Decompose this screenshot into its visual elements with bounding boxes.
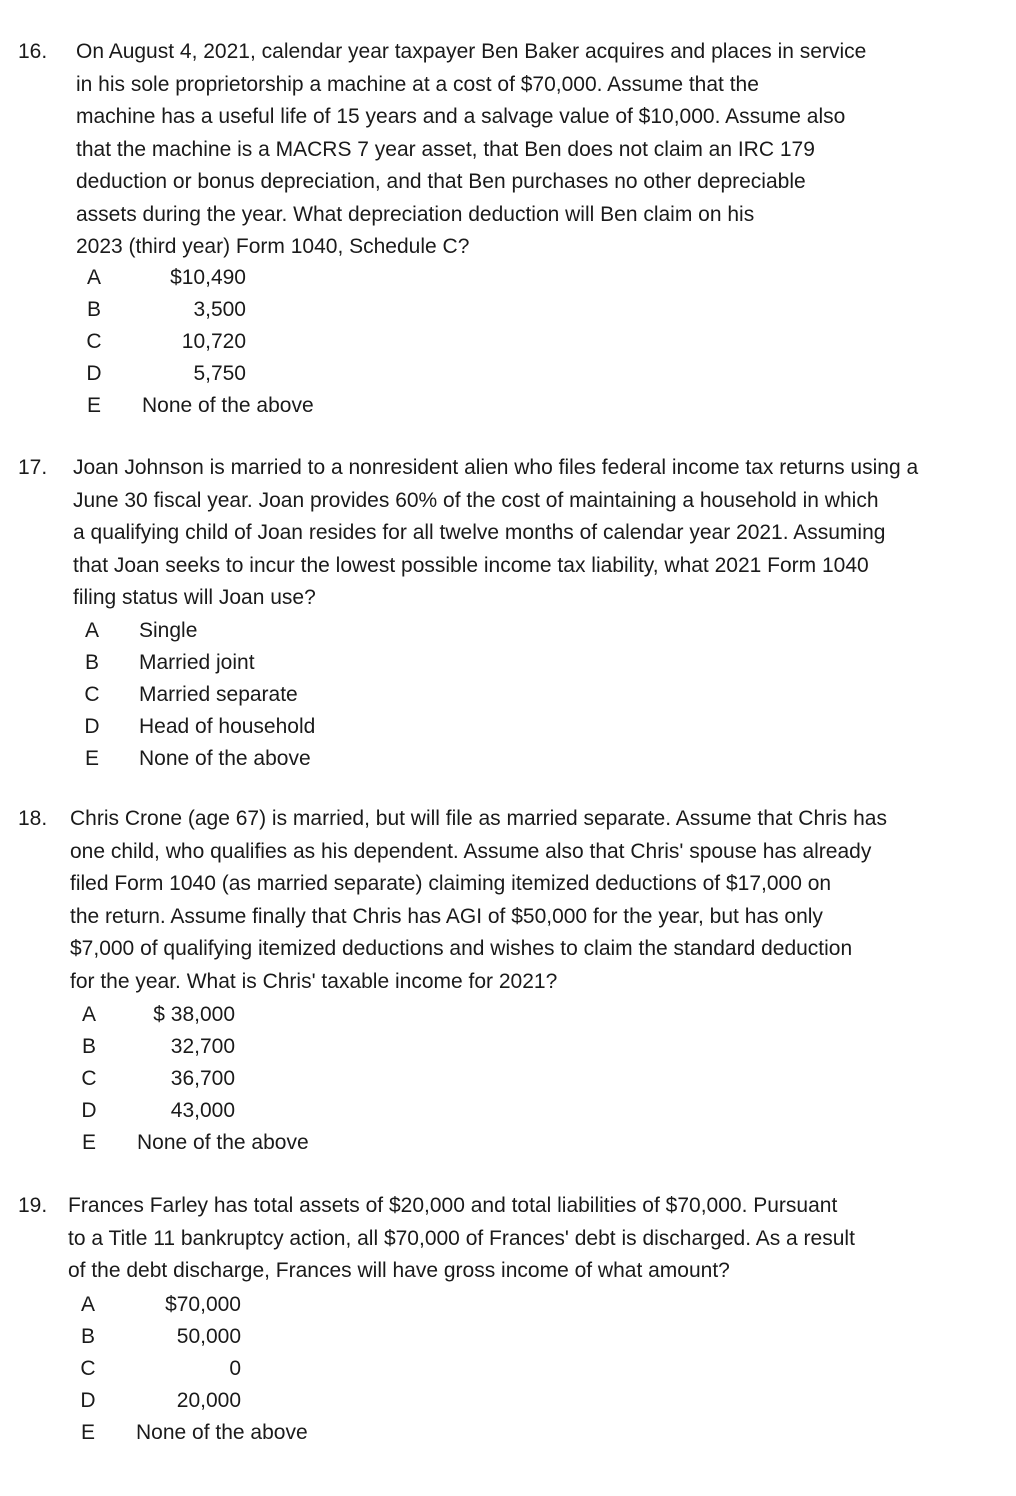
- choice-letter: B: [81, 1035, 96, 1058]
- choice-a: [0, 615, 1016, 647]
- answer-choices: [0, 999, 1016, 1159]
- choice-letter: D: [86, 362, 102, 385]
- choice-value: 0: [229, 1357, 241, 1380]
- choice-letter: B: [84, 651, 99, 674]
- choice-value: 43,000: [170, 1099, 235, 1122]
- choice-value: $70,000: [165, 1293, 241, 1316]
- answer-choices: [0, 1289, 1016, 1449]
- choice-d: [0, 1095, 1016, 1127]
- choice-text: None of the above: [136, 1421, 308, 1444]
- choice-value: 32,700: [170, 1035, 235, 1058]
- choice-letter: E: [80, 1421, 95, 1444]
- choice-letter: A: [84, 619, 99, 642]
- choice-value: 36,700: [170, 1067, 235, 1090]
- question-text: Frances Farley has total assets of $20,000 and total liabilities of $70,000. Pursuant to a Title 11 bankruptcy action, all $70,000 of Frances' debt is discharged. As a result of the debt discharge, Frances will have gross income of what amount?: [68, 1194, 855, 1282]
- choice-letter: A: [81, 1003, 96, 1026]
- question-number: 17.: [18, 456, 48, 479]
- answer-choices: [0, 262, 1016, 422]
- choice-letter: D: [81, 1099, 97, 1122]
- choice-c: [0, 1063, 1016, 1095]
- choice-value: 10,720: [181, 330, 246, 353]
- answer-choices: [0, 615, 1016, 775]
- choice-letter: B: [80, 1325, 95, 1348]
- choice-text: Married joint: [139, 651, 255, 674]
- choice-e: [0, 390, 1016, 422]
- choice-c: [0, 679, 1016, 711]
- question-number: 16.: [18, 40, 48, 63]
- choice-text: Head of household: [139, 715, 316, 738]
- question-number: 18.: [18, 807, 48, 830]
- choice-b: [0, 1321, 1016, 1353]
- choice-letter: C: [81, 1067, 97, 1090]
- choice-d: [0, 358, 1016, 390]
- choice-letter: A: [86, 266, 101, 289]
- choice-b: [0, 294, 1016, 326]
- choice-text: None of the above: [139, 747, 311, 770]
- question-number: 19.: [18, 1194, 48, 1217]
- choice-a: [0, 999, 1016, 1031]
- choice-letter: B: [86, 298, 101, 321]
- choice-value: 3,500: [193, 298, 246, 321]
- choice-text: Married separate: [139, 683, 298, 706]
- question-text: Chris Crone (age 67) is married, but will file as married separate. Assume that Chris has one child, who qualifies as his dependent. Assume also that Chris' spouse has already filed Form 1040 (as married separate) claiming itemized deductions of $17,000 on the return. Assume finally that Chris has AGI of $50,000 for the year, but has only $7,000 of qualifying itemized deductions and wishes to claim the standard deduction for the year. What is Chris' taxable income for 2021?: [70, 807, 887, 993]
- choice-text: None of the above: [142, 394, 314, 417]
- question-text: Joan Johnson is married to a nonresident alien who files federal income tax returns using a June 30 fiscal year. Joan provides 60% of the cost of maintaining a household in which a qualifying child of Joan resides for all twelve months of calendar year 2021. Assuming that Joan seeks to incur the lowest possible income tax liability, what 2021 Form 1040 filing status will Joan use?: [73, 456, 919, 609]
- choice-value: 5,750: [193, 362, 246, 385]
- choice-letter: E: [84, 747, 99, 770]
- choice-text: None of the above: [137, 1131, 309, 1154]
- choice-letter: E: [81, 1131, 96, 1154]
- choice-e: [0, 743, 1016, 775]
- choice-b: [0, 1031, 1016, 1063]
- choice-value: 20,000: [176, 1389, 241, 1412]
- choice-d: [0, 711, 1016, 743]
- choice-a: [0, 1289, 1016, 1321]
- choice-letter: E: [86, 394, 101, 417]
- choice-value: $10,490: [170, 266, 246, 289]
- choice-b: [0, 647, 1016, 679]
- choice-c: [0, 1353, 1016, 1385]
- choice-text: Single: [139, 619, 198, 642]
- choice-letter: D: [80, 1389, 96, 1412]
- choice-c: [0, 326, 1016, 358]
- choice-value: 50,000: [176, 1325, 241, 1348]
- choice-value: $ 38,000: [153, 1003, 235, 1026]
- choice-letter: C: [80, 1357, 96, 1380]
- choice-d: [0, 1385, 1016, 1417]
- choice-letter: D: [84, 715, 100, 738]
- choice-letter: C: [86, 330, 102, 353]
- choice-e: [0, 1417, 1016, 1449]
- choice-letter: A: [80, 1293, 95, 1316]
- choice-a: [0, 262, 1016, 294]
- choice-e: [0, 1127, 1016, 1159]
- choice-letter: C: [84, 683, 100, 706]
- question-text: On August 4, 2021, calendar year taxpayer Ben Baker acquires and places in service in his sole proprietorship a machine at a cost of $70,000. Assume that the machine has a useful life of 15 years and a salvage value of $10,000. Assume also that the machine is a MACRS 7 year asset, that Ben does not claim an IRC 179 deduction or bonus depreciation, and that Ben purchases no other depreciable assets during the year. What depreciation deduction will Ben claim on his 2023 (third year) Form 1040, Schedule C?: [76, 40, 867, 258]
